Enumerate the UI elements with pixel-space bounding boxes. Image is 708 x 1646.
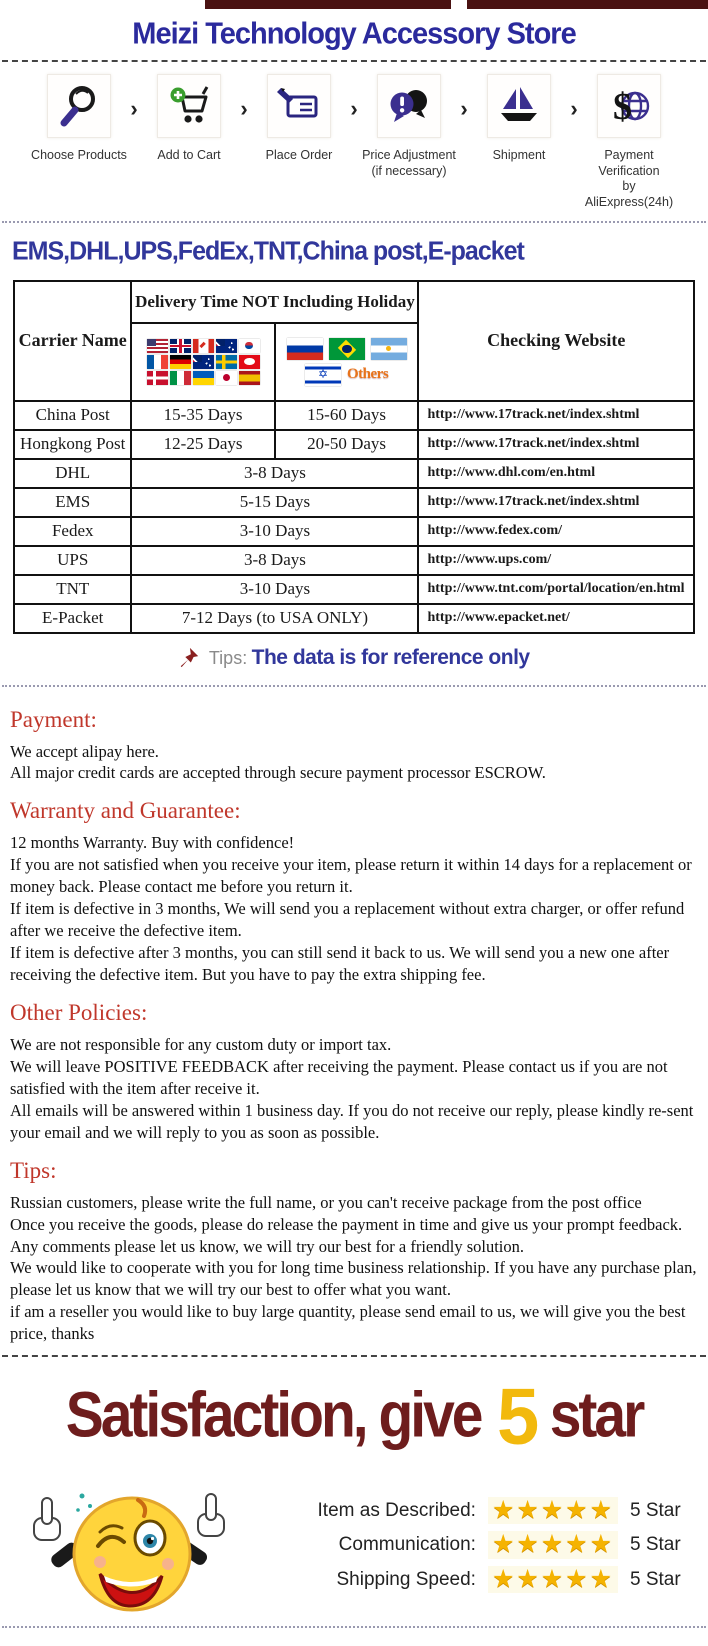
price-chat-icon [377, 74, 441, 138]
policy-section-heading: Payment: [10, 706, 97, 732]
flag-gb-icon [170, 339, 191, 353]
col-header-carrier: Carrier Name [14, 281, 131, 401]
delivery-time: 3-10 Days [131, 517, 418, 546]
magnifier-icon [47, 74, 111, 138]
policy-section-heading: Other Policies: [10, 999, 148, 1025]
rating-row [260, 1531, 688, 1559]
rating-row [260, 1566, 688, 1594]
chevron-right-icon: › [130, 96, 138, 121]
flag-de-icon [170, 355, 191, 369]
shipping-table-row [14, 430, 694, 459]
shipping-heading: EMS,DHL,UPS,FedEx,TNT,China post,E-packet [12, 235, 524, 266]
satisfaction-text-before: Satisfaction, give [65, 1379, 481, 1452]
process-step [251, 74, 347, 164]
rating-value: 5 Star [630, 1499, 681, 1521]
process-step [581, 74, 677, 211]
store-title: Meizi Technology Accessory Store [132, 17, 576, 51]
delivery-time: 5-15 Days [131, 488, 418, 517]
shipping-table-row [14, 517, 694, 546]
rating-row [260, 1497, 688, 1525]
process-step [471, 74, 567, 164]
flag-tr-icon [239, 355, 260, 369]
carrier-name: DHL [14, 459, 131, 488]
flag-il-icon [305, 364, 341, 386]
five-stars-icon: ★★★★★ [488, 1497, 618, 1525]
add-cart-icon [157, 74, 221, 138]
delivery-time: 15-35 Days [131, 401, 274, 430]
col-header-website: Checking Website [418, 281, 694, 401]
policy-section-heading: Warranty and Guarantee: [10, 798, 241, 824]
policy-text-line: All emails will be answered within 1 business day. If you do not receive our reply, please kindly re-sent your email and we will reply to you as soon as possible. [10, 1100, 694, 1142]
order-process-flow [0, 62, 708, 221]
checking-website-url: http://www.dhl.com/en.html [418, 459, 694, 488]
policy-text-line: If item is defective after 3 months, you can still send it back to us. We will send you a new one after receiving the defective item. But you have to pay the extra shipping fee. [10, 943, 670, 984]
rating-value: 5 Star [630, 1534, 681, 1556]
five-stars-icon: ★★★★★ [488, 1531, 618, 1559]
delivery-time: 3-8 Days [131, 459, 418, 488]
flag-ua-icon [193, 371, 214, 385]
flag-ar-icon [371, 338, 407, 360]
flag-row [276, 338, 418, 360]
policy-text-line: 12 months Warranty. Buy with confidence! [10, 833, 295, 853]
checking-website-url: http://www.ups.com/ [418, 546, 694, 575]
rating-label: Item as Described: [317, 1499, 476, 1521]
flag-fr-icon [147, 355, 168, 369]
ratings-list [260, 1497, 708, 1594]
chevron-right-icon: › [240, 96, 248, 121]
ship-icon [487, 74, 551, 138]
carrier-name: Hongkong Post [14, 430, 131, 459]
process-step [31, 74, 127, 164]
shipping-table-row [14, 401, 694, 430]
flag-es-icon [239, 371, 260, 385]
process-step-label: Choose Products [31, 148, 127, 162]
carrier-name: TNT [14, 575, 131, 604]
svg-text:$: $ [613, 86, 632, 128]
policies-sections [0, 687, 708, 1356]
flags-group-others [275, 323, 419, 401]
top-banner-segment [467, 0, 708, 9]
five-stars-icon: ★★★★★ [488, 1566, 618, 1594]
checking-website-url: http://www.17track.net/index.shtml [418, 401, 694, 430]
carrier-name: UPS [14, 546, 131, 575]
checking-website-url: http://www.17track.net/index.shtml [418, 488, 694, 517]
delivery-time: 15-60 Days [275, 401, 419, 430]
tip-prefix: Tips: [208, 647, 248, 668]
flags-group-western [131, 323, 274, 401]
chevron-right-icon: › [350, 96, 358, 121]
policy-text-line: We accept alipay here. [10, 741, 159, 761]
shipping-table-row [14, 604, 694, 633]
shipping-table-row [14, 488, 694, 517]
policy-text-line: Any comments please let us know, we will try our best for a friendly solution. [10, 1236, 524, 1256]
flag-jp-icon [216, 371, 237, 385]
satisfaction-banner [0, 1373, 708, 1460]
flag-us-icon [147, 339, 168, 353]
delivery-time: 20-50 Days [275, 430, 419, 459]
process-step-label: Shipment [492, 148, 546, 162]
delivery-time: 3-8 Days [131, 546, 418, 575]
policy-text-line: If you are not satisfied when you receive your item, please return it within 14 days for a replacement or money back. Please contact me before you return it. [10, 855, 692, 897]
col-header-delivery: Delivery Time NOT Including Holiday [131, 281, 418, 323]
flag-ca-icon [193, 339, 214, 353]
checking-website-url: http://www.tnt.com/portal/location/en.html [418, 575, 694, 604]
checking-website-url: http://www.17track.net/index.shtml [418, 430, 694, 459]
flag-nz-icon [193, 355, 214, 369]
policy-text-line: We are not responsible for any custom duty or import tax. [10, 1034, 392, 1054]
flag-ru-icon [287, 338, 323, 360]
policy-text-line: All major credit cards are accepted through secure payment processor ESCROW. [10, 763, 546, 783]
process-step-label: Payment Verification by AliExpress(24h) [584, 148, 674, 209]
process-step [141, 74, 237, 164]
payment-globe-icon [597, 74, 661, 138]
flag-grid [132, 339, 273, 385]
process-step-label: Place Order [265, 148, 333, 162]
flag-br-icon [329, 338, 365, 360]
shipping-table-row [14, 546, 694, 575]
process-step [361, 74, 457, 179]
others-label: Others [347, 366, 389, 382]
flag-it-icon [170, 371, 191, 385]
process-step-label: Add to Cart [157, 148, 221, 162]
policy-text-line: If item is defective in 3 months, We will send you a replacement without extra charger, or offer refund after we receive the defective item. [10, 899, 685, 941]
policy-section-heading: Tips: [10, 1157, 57, 1183]
checking-website-url: http://www.epacket.net/ [418, 604, 694, 633]
policy-text-line: We will leave POSITIVE FEEDBACK after receiving the payment. Please contact us if you are not satisfied with the item after receive it. [10, 1056, 668, 1098]
policy-text-line: We would like to cooperate with you for long time business relationship. If you have any purchase plan, please let us know that we will try our best to offer what you want. [10, 1258, 697, 1300]
policy-text-line: Russian customers, please write the full name, or you can't receive package from the post office [10, 1192, 642, 1212]
shipping-table-row [14, 575, 694, 604]
policy-text-line: if am a reseller you would like to buy large quantity, please send email to us, we will give you the best price, thanks [10, 1302, 686, 1344]
shipping-table [13, 280, 695, 634]
chevron-right-icon: › [570, 96, 578, 121]
flag-row [276, 364, 418, 386]
delivery-time: 3-10 Days [131, 575, 418, 604]
delivery-time: 12-25 Days [131, 430, 274, 459]
flag-se-icon [216, 355, 237, 369]
rating-label: Shipping Speed: [336, 1568, 476, 1590]
flag-israel [305, 364, 341, 386]
satisfaction-five: 5 [496, 1372, 538, 1462]
pushpin-icon [178, 655, 200, 672]
shipping-table-row [14, 459, 694, 488]
delivery-time: 7-12 Days (to USA ONLY) [131, 604, 418, 633]
satisfaction-section [0, 1357, 708, 1626]
policy-text-line: Once you receive the goods, please do release the payment in time and give us your prompt feedback. [10, 1214, 683, 1234]
flag-dk-icon [147, 371, 168, 385]
flag-kr-icon [239, 339, 260, 353]
satisfaction-text-after: star [549, 1379, 643, 1452]
carrier-name: Fedex [14, 517, 131, 546]
top-banner-segment [205, 0, 451, 9]
place-order-icon [267, 74, 331, 138]
carrier-name: E-Packet [14, 604, 131, 633]
table-tip-line [0, 634, 708, 685]
chevron-right-icon: › [460, 96, 468, 121]
flag-au-icon [216, 339, 237, 353]
carrier-name: China Post [14, 401, 131, 430]
tip-text: The data is for reference only [251, 645, 530, 669]
process-step-label: Price Adjustment (if necessary) [362, 148, 456, 178]
checking-website-url: http://www.fedex.com/ [418, 517, 694, 546]
rating-label: Communication: [338, 1534, 476, 1556]
rating-value: 5 Star [630, 1568, 681, 1590]
carrier-name: EMS [14, 488, 131, 517]
smiley-thumbs-up-image [0, 1470, 260, 1620]
